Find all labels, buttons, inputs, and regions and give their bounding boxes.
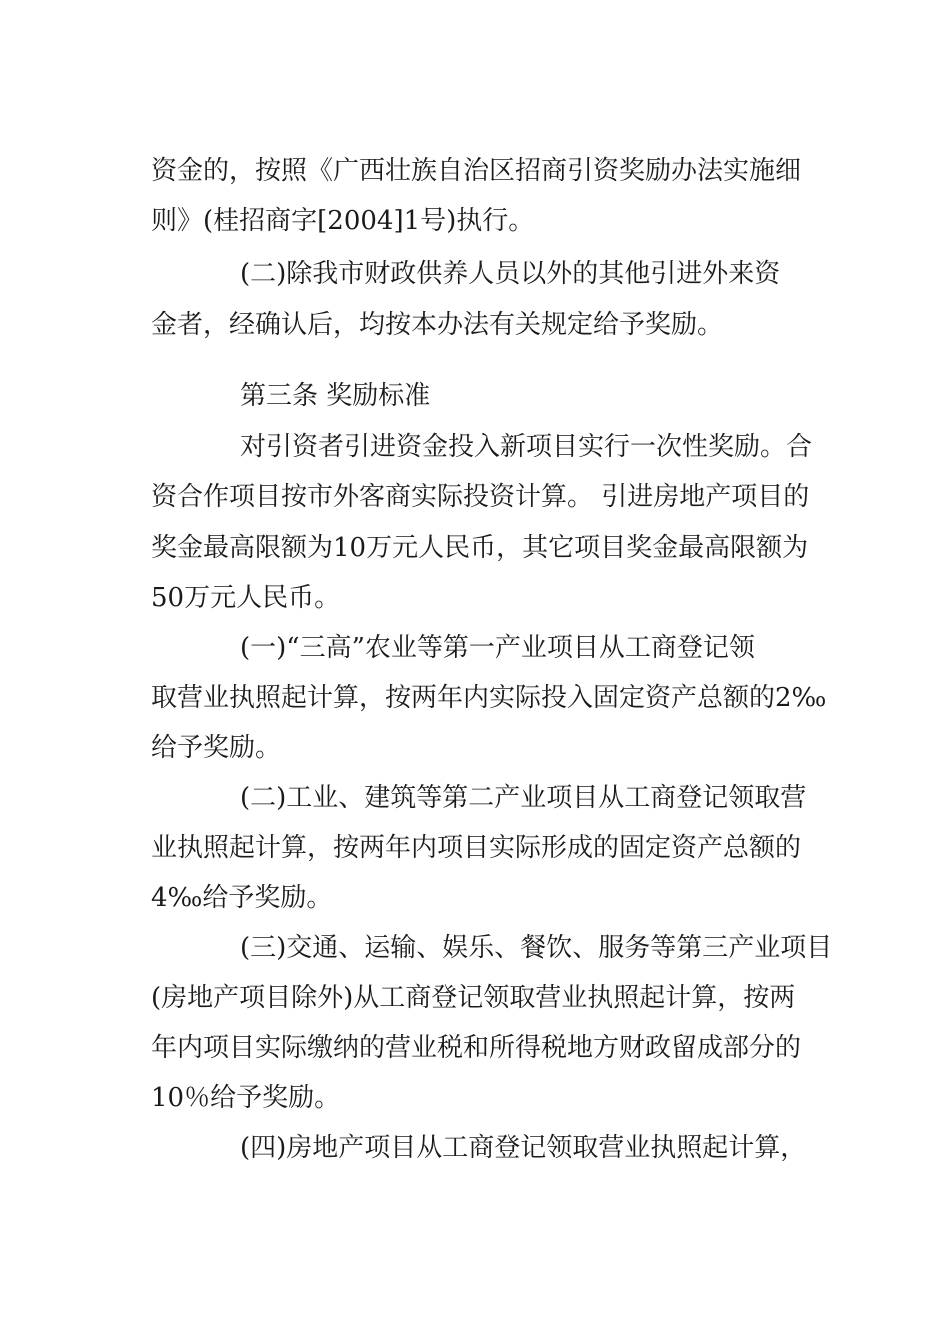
text-line: 10％给予奖励。 <box>151 1083 341 1113</box>
text-line: 则》(桂招商字[2004]1号)执行。 <box>151 206 535 236</box>
text-line: (三)交通、运输、娱乐、餐饮、服务等第三产业项目 <box>240 933 833 963</box>
text-line: (一)“三高”农业等第一产业项目从工商登记领 <box>240 633 755 663</box>
text-line: (房地产项目除外)从工商登记领取营业执照起计算，按两 <box>151 983 796 1013</box>
text-line: 50万元人民币。 <box>151 583 341 613</box>
text-line: 奖金最高限额为10万元人民币，其它项目奖金最高限额为 <box>151 533 809 563</box>
text-line: 4‰给予奖励。 <box>151 883 333 913</box>
text-line: 给予奖励。 <box>151 733 282 763</box>
text-line: 资金的，按照《广西壮族自治区招商引资奖励办法实施细 <box>151 156 802 186</box>
text-line: 取营业执照起计算，按两年内实际投入固定资产总额的2‰ <box>151 683 827 713</box>
text-line: (四)房地产项目从工商登记领取营业执照起计算， <box>240 1133 807 1163</box>
text-line: 业执照起计算，按两年内项目实际形成的固定资产总额的 <box>151 833 802 863</box>
text-line: 年内项目实际缴纳的营业税和所得税地方财政留成部分的 <box>151 1033 802 1063</box>
text-line: 金者，经确认后，均按本办法有关规定给予奖励。 <box>151 310 724 340</box>
text-line: (二)除我市财政供养人员以外的其他引进外来资 <box>240 259 781 289</box>
text-line: (二)工业、建筑等第二产业项目从工商登记领取营 <box>240 783 807 813</box>
text-line: 资合作项目按市外客商实际投资计算。 引进房地产项目的 <box>151 482 810 512</box>
section-heading: 第三条 奖励标准 <box>240 381 431 411</box>
text-line: 对引资者引进资金投入新项目实行一次性奖励。合 <box>240 432 813 462</box>
